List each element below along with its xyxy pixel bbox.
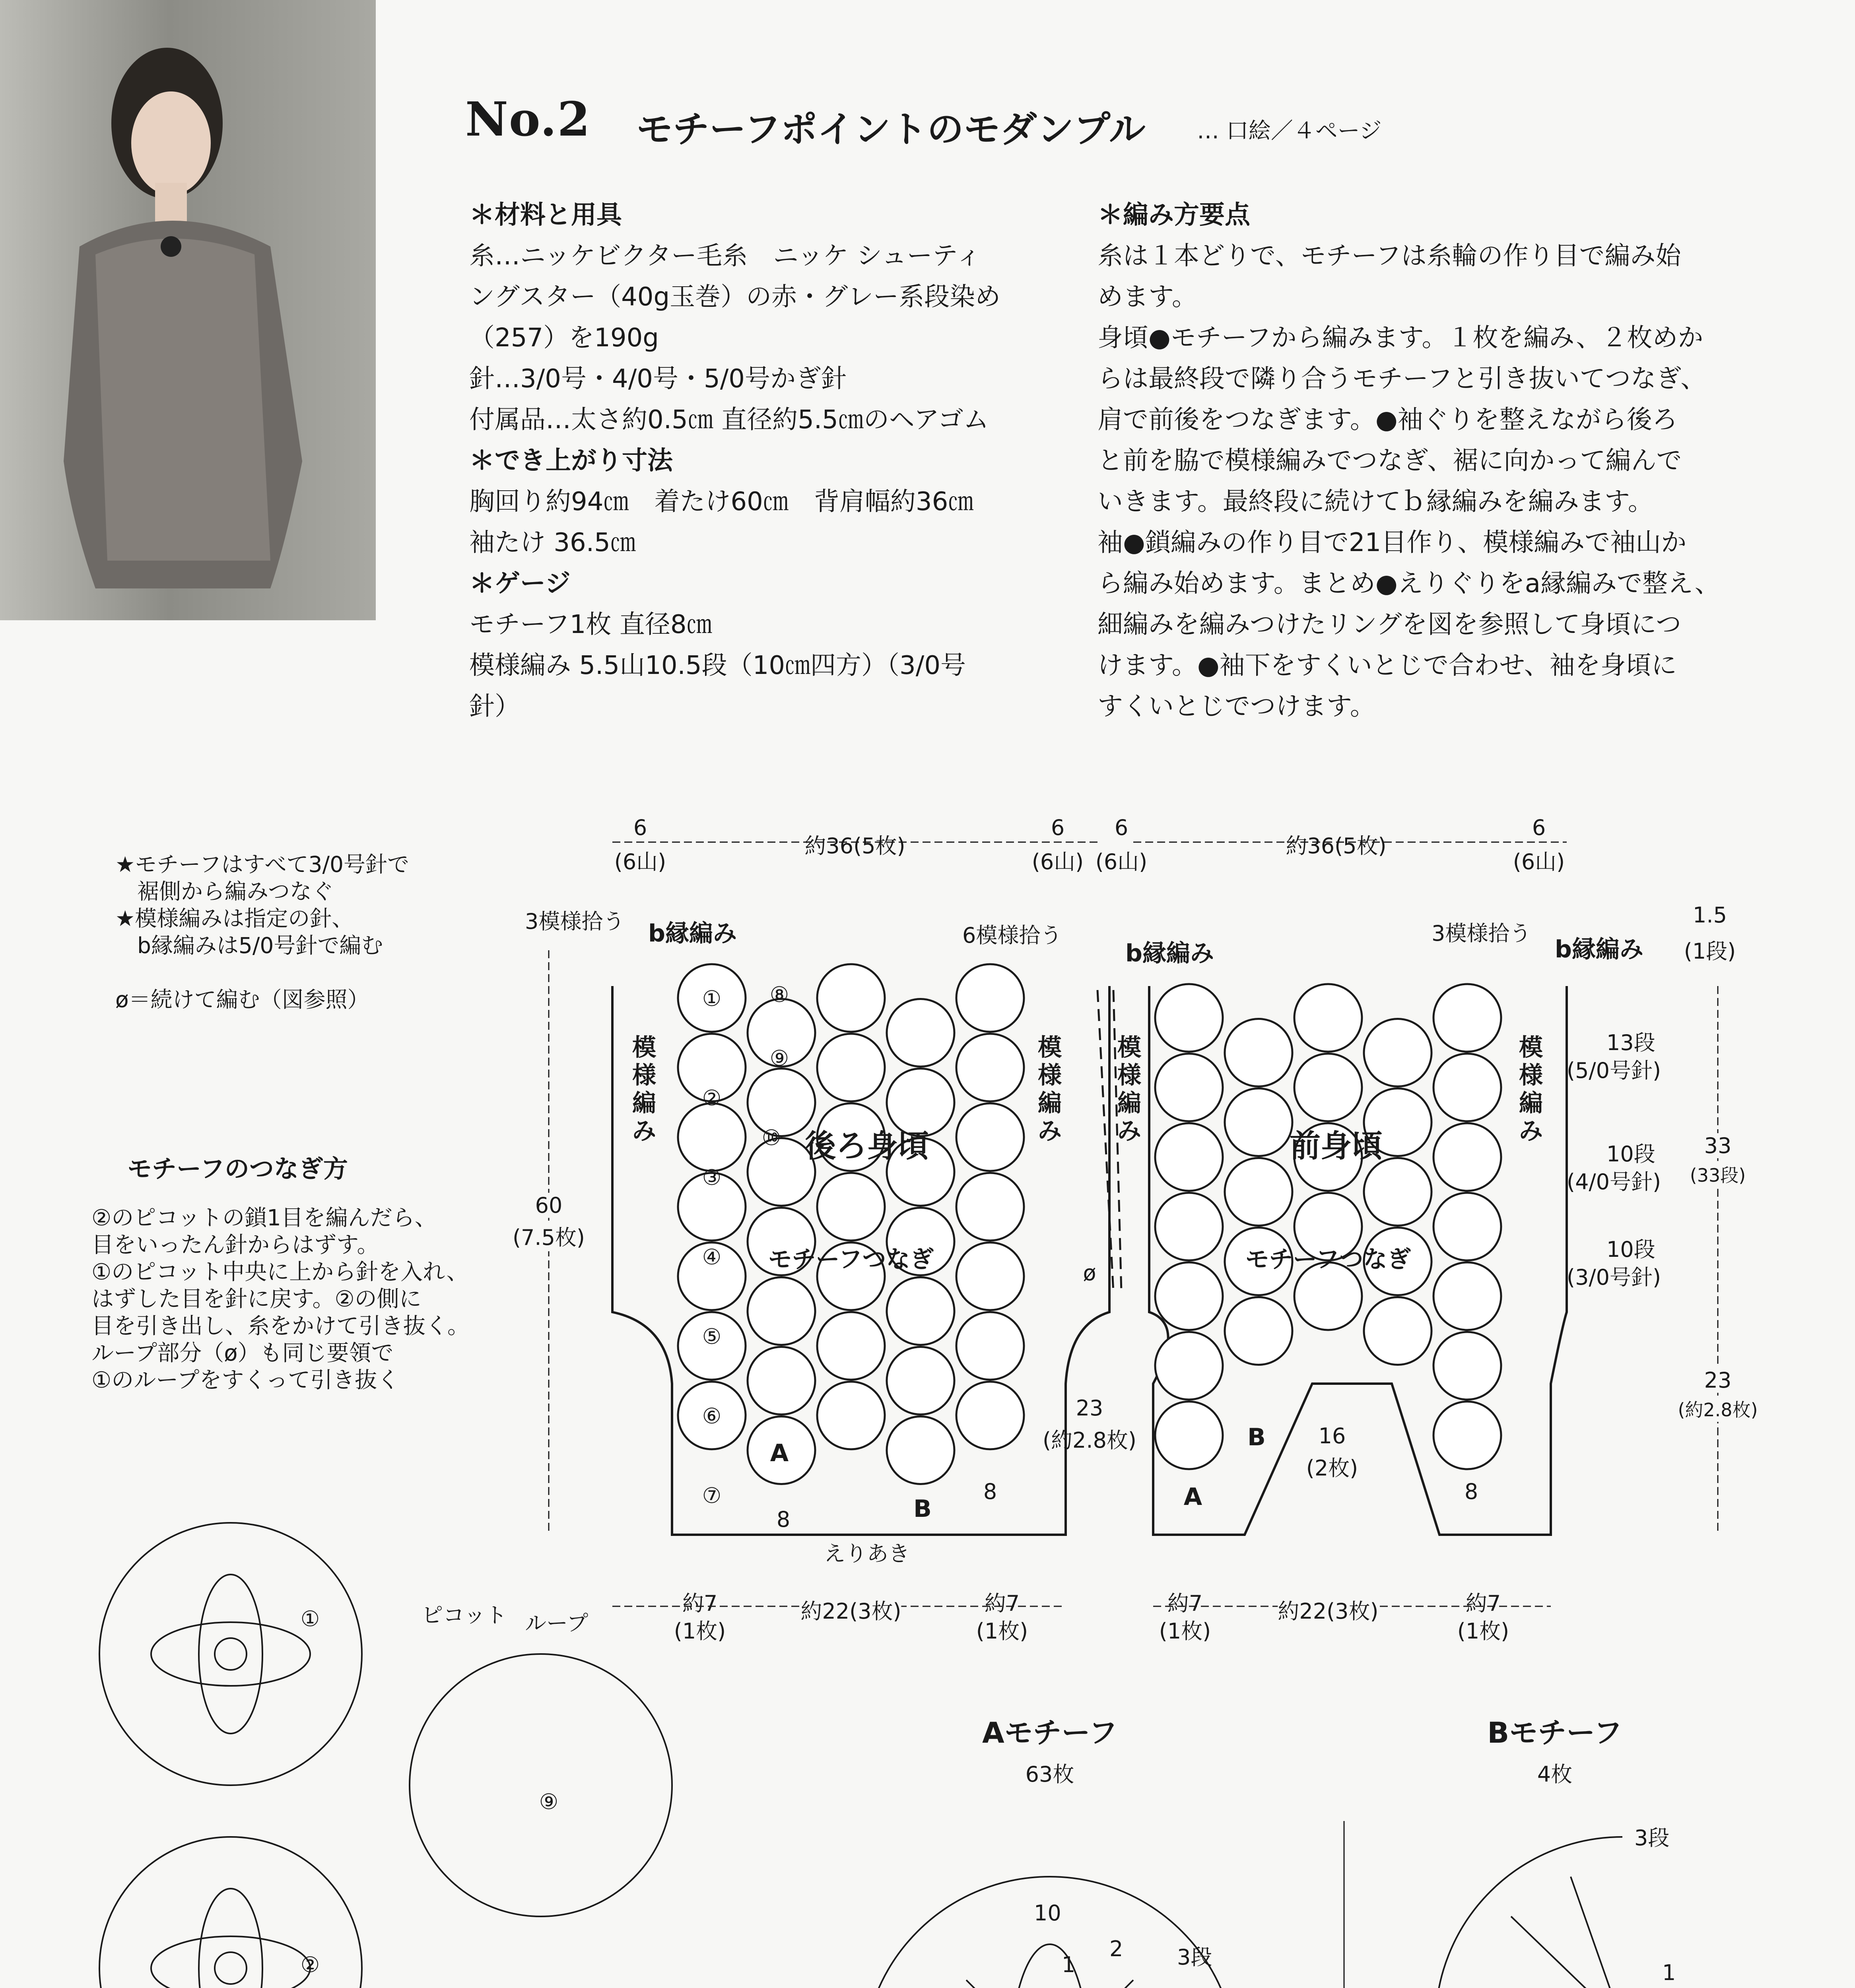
motif-circle bbox=[887, 1347, 954, 1415]
dim-label: 16 bbox=[1318, 1423, 1346, 1448]
motif-number: ② bbox=[702, 1085, 722, 1110]
join-line: 目をいったん針からはずす。 bbox=[91, 1232, 379, 1258]
join-heading: モチーフのつなぎ方 bbox=[127, 1154, 348, 1183]
motif-circle bbox=[1294, 984, 1362, 1052]
motif-circle bbox=[1155, 1123, 1223, 1191]
materials-line: 針…3/0号・4/0号・5/0号かぎ針 bbox=[469, 364, 847, 394]
materials-line: 袖たけ 36.5㎝ bbox=[469, 528, 636, 557]
dim-label: (1段) bbox=[1684, 939, 1736, 964]
method-line: 肩で前後をつなぎます。●袖ぐりを整えながら後ろ bbox=[1097, 405, 1678, 435]
pattern-number: No.2 bbox=[465, 91, 591, 147]
motif-circle bbox=[1225, 1019, 1292, 1087]
note-line: ø＝続けて編む（図参照） bbox=[115, 987, 369, 1012]
motif-circle bbox=[678, 1103, 746, 1171]
materials-line: ングスター（40g玉巻）の赤・グレー系段染め bbox=[469, 282, 1001, 312]
front-body-title: 前身頃 bbox=[1289, 1128, 1383, 1164]
method-heading: ＊編み方要点 bbox=[1097, 200, 1250, 230]
dim-label: (33段) bbox=[1690, 1161, 1746, 1187]
back-body-title: 後ろ身頃 bbox=[804, 1128, 929, 1164]
motif-circle bbox=[817, 1312, 885, 1380]
method-line: ら編み始めます。まとめ●えりぐりをa縁編みで整え、 bbox=[1097, 569, 1720, 598]
row-number: 2 bbox=[1109, 1936, 1123, 1961]
motif-number: ⑥ bbox=[702, 1404, 722, 1429]
materials-line: モチーフ1枚 直径8㎝ bbox=[469, 610, 712, 639]
size-heading: ＊でき上がり寸法 bbox=[469, 446, 673, 476]
row-number: 1 bbox=[1662, 1960, 1676, 1985]
dim-label: (7.5枚) bbox=[513, 1221, 585, 1251]
motif-circle bbox=[887, 1417, 954, 1484]
dim-label: 23 bbox=[1704, 1368, 1732, 1393]
motif-b-marker: B bbox=[913, 1495, 932, 1523]
motif-circle bbox=[956, 1382, 1024, 1449]
row-label: 13段 bbox=[1606, 1030, 1655, 1055]
motif-number: ③ bbox=[702, 1165, 722, 1190]
dim-label: 約7 bbox=[1167, 1591, 1203, 1616]
dim-label: 約36(5枚) bbox=[1286, 833, 1387, 858]
motif-circle bbox=[1433, 1402, 1501, 1469]
row-number: 3段 bbox=[1634, 1825, 1670, 1850]
motif-circle bbox=[748, 1277, 815, 1345]
motif-number: ⑦ bbox=[702, 1483, 722, 1508]
neckline-label: えりあき bbox=[824, 1541, 910, 1566]
edge-label: b縁編み bbox=[1125, 940, 1214, 967]
gauge-heading: ＊ゲージ bbox=[469, 569, 571, 598]
pattern-label: 模様編み bbox=[1038, 1034, 1062, 1145]
row-label: 10段 bbox=[1606, 1142, 1655, 1167]
method-line: すくいとじでつけます。 bbox=[1097, 692, 1375, 721]
join-motif-label: ⑨ bbox=[539, 1789, 559, 1814]
join-line: ②のピコットの鎖1目を編んだら、 bbox=[91, 1205, 437, 1231]
dim-label: 6 bbox=[1051, 815, 1065, 840]
motif-b-title: Bモチーフ bbox=[1487, 1716, 1622, 1749]
join-label: モチーフつなぎ bbox=[1245, 1246, 1411, 1274]
motif-circle bbox=[1433, 984, 1501, 1052]
note-line: ★模様編みは指定の針、 bbox=[115, 906, 354, 931]
method-line: 袖●鎖編みの作り目で21目作り、模様編みで袖山か bbox=[1097, 528, 1687, 557]
pattern-label: 模様編み bbox=[1117, 1034, 1141, 1145]
motif-number: ⑩ bbox=[761, 1125, 781, 1150]
pick-label: 3模様拾う bbox=[1432, 921, 1531, 946]
dim-label: (6山) bbox=[1095, 849, 1148, 874]
materials-line: 糸…ニッケビクター毛糸 ニッケ シューティ bbox=[469, 241, 981, 271]
pattern-title: モチーフポイントのモダンプル bbox=[636, 108, 1146, 151]
motif-circle bbox=[1364, 1297, 1432, 1365]
motif-circle bbox=[1364, 1019, 1432, 1087]
motif-circle bbox=[1433, 1262, 1501, 1330]
motif-circle bbox=[1294, 1054, 1362, 1121]
motif-circle bbox=[817, 1382, 885, 1449]
method-line: 糸は１本どりで、モチーフは糸輪の作り目で編み始 bbox=[1097, 241, 1681, 271]
row-number: 10 bbox=[1034, 1901, 1061, 1926]
row-label: (3/0号針) bbox=[1567, 1265, 1661, 1290]
join-motif-label: ① bbox=[300, 1606, 320, 1631]
row-label: 10段 bbox=[1606, 1237, 1655, 1262]
motif-a-title: Aモチーフ bbox=[982, 1716, 1118, 1749]
motif-circle bbox=[1364, 1158, 1432, 1226]
motif-b-marker: B bbox=[1247, 1423, 1266, 1451]
motif-number: ④ bbox=[702, 1244, 722, 1270]
materials-heading: ＊材料と用具 bbox=[469, 200, 622, 230]
motif-circle bbox=[1155, 984, 1223, 1052]
dim-label: 60 bbox=[535, 1193, 563, 1218]
note-line: b縁編みは5/0号針で編む bbox=[115, 933, 383, 958]
join-line: 目を引き出し、糸をかけて引き抜く。 bbox=[91, 1313, 470, 1339]
motif-circle bbox=[1433, 1332, 1501, 1400]
motif-a-diagram bbox=[863, 1821, 1344, 1988]
dim-label: 8 bbox=[776, 1507, 791, 1532]
motif-circle bbox=[817, 1034, 885, 1101]
motif-circle bbox=[1155, 1332, 1223, 1400]
edge-label: b縁編み bbox=[1555, 936, 1643, 963]
motif-circle bbox=[956, 1103, 1024, 1171]
join-label: モチーフつなぎ bbox=[768, 1246, 934, 1274]
method-line: けます。●袖下をすくいとじで合わせ、袖を身頃に bbox=[1097, 651, 1677, 680]
phi-label: ø bbox=[1083, 1260, 1096, 1285]
motif-circle bbox=[956, 964, 1024, 1032]
motif-circle bbox=[1225, 1089, 1292, 1156]
dim-label: 8 bbox=[1464, 1479, 1478, 1504]
motif-circle bbox=[1433, 1054, 1501, 1121]
dim-label: (6山) bbox=[1031, 849, 1084, 874]
dim-label: 1.5 bbox=[1693, 903, 1727, 928]
motif-a-count: 63枚 bbox=[1025, 1762, 1074, 1787]
method-line: らは最終段で隣り合うモチーフと引き抜いてつなぎ、 bbox=[1097, 364, 1706, 394]
pattern-page-reference: … 口絵／４ページ bbox=[1197, 118, 1382, 144]
pattern-label: 模様編み bbox=[632, 1034, 656, 1145]
pattern-label: 模様編み bbox=[1519, 1034, 1543, 1145]
dim-label: (6山) bbox=[1513, 849, 1565, 874]
motif-circle bbox=[1155, 1193, 1223, 1260]
dim-label: 約7 bbox=[984, 1591, 1020, 1616]
row-label: (4/0号針) bbox=[1567, 1169, 1661, 1194]
note-line: ★モチーフはすべて3/0号針で bbox=[115, 852, 409, 877]
join-motif-2 bbox=[99, 1837, 362, 1988]
row-number: 3段 bbox=[1177, 1945, 1212, 1970]
motif-circle bbox=[1433, 1193, 1501, 1260]
motif-circle bbox=[956, 1034, 1024, 1101]
motif-b-count: 4枚 bbox=[1537, 1762, 1573, 1787]
motif-circle bbox=[1225, 1297, 1292, 1365]
join-line: はずした目を針に戻す。②の側に bbox=[91, 1286, 422, 1312]
dim-label: 約7 bbox=[682, 1591, 718, 1616]
dim-label: 33 bbox=[1704, 1133, 1732, 1158]
picot-label: ピコット bbox=[422, 1603, 507, 1628]
materials-line: 付属品…太さ約0.5㎝ 直径約5.5㎝のヘアゴム bbox=[469, 405, 989, 435]
motif-circle bbox=[1155, 1262, 1223, 1330]
dim-label: 約22(3枚) bbox=[1278, 1594, 1378, 1625]
loop-label: ループ bbox=[525, 1611, 589, 1636]
edge-label: b縁編み bbox=[648, 920, 737, 947]
method-line: 身頃●モチーフから編みます。１枚を編み、２枚めか bbox=[1097, 323, 1703, 353]
motif-circle bbox=[817, 964, 885, 1032]
motif-number: ⑧ bbox=[769, 982, 789, 1007]
motif-a-marker: A bbox=[1183, 1483, 1202, 1511]
motif-circle bbox=[956, 1242, 1024, 1310]
pick-label: 6模様拾う bbox=[962, 923, 1062, 948]
motif-circle bbox=[887, 1277, 954, 1345]
dim-label: (1枚) bbox=[1159, 1619, 1211, 1644]
row-label: (5/0号針) bbox=[1567, 1058, 1661, 1083]
motif-circle bbox=[748, 1347, 815, 1415]
motif-a-marker: A bbox=[770, 1439, 789, 1467]
pick-label: 3模様拾う bbox=[525, 909, 625, 934]
dim-label: 23 bbox=[1076, 1396, 1103, 1421]
method-line: と前を脇で模様編みでつなぎ、裾に向かって編んで bbox=[1097, 446, 1682, 476]
materials-line: 胸回り約94㎝ 着たけ60㎝ 背肩幅約36㎝ bbox=[469, 487, 974, 516]
motif-circle bbox=[956, 1312, 1024, 1380]
motif-number: ① bbox=[702, 986, 722, 1011]
motif-circle bbox=[1225, 1158, 1292, 1226]
join-motif-9 bbox=[410, 1654, 672, 1916]
method-line: めます。 bbox=[1097, 282, 1197, 312]
materials-line: 針） bbox=[469, 692, 520, 721]
dim-label: (1枚) bbox=[976, 1619, 1028, 1644]
motif-circle bbox=[1155, 1054, 1223, 1121]
join-line: ①のループをすくって引き抜く bbox=[91, 1367, 400, 1393]
materials-line: 模様編み 5.5山10.5段（10㎝四方）（3/0号 bbox=[469, 651, 966, 680]
dim-label: 約22(3枚) bbox=[800, 1594, 901, 1625]
method-line: いきます。最終段に続けてｂ縁編みを編みます。 bbox=[1097, 487, 1653, 516]
dim-label: (2枚) bbox=[1306, 1456, 1358, 1481]
dim-label: (約2.8枚) bbox=[1678, 1396, 1758, 1422]
motif-circle bbox=[1155, 1402, 1223, 1469]
materials-line: （257）を190g bbox=[469, 323, 659, 353]
dim-label: 6 bbox=[1114, 815, 1129, 840]
join-motif-label: ② bbox=[300, 1952, 320, 1977]
motif-circle bbox=[817, 1173, 885, 1241]
dim-label: 8 bbox=[983, 1479, 997, 1504]
dim-label: (1枚) bbox=[1457, 1619, 1509, 1644]
note-line: 裾側から編みつなぐ bbox=[115, 879, 334, 904]
row-number: 1 bbox=[1062, 1952, 1076, 1977]
motif-circle bbox=[887, 999, 954, 1067]
motif-b-diagram bbox=[1435, 1837, 1638, 1988]
dim-label: 6 bbox=[1532, 815, 1546, 840]
motif-number: ⑤ bbox=[702, 1324, 722, 1349]
join-line: ①のピコット中央に上から針を入れ、 bbox=[91, 1259, 469, 1285]
motif-circle bbox=[956, 1173, 1024, 1241]
method-line: 細編みを編みつけたリングを図を参照して身頃につ bbox=[1097, 610, 1682, 639]
dim-label: (1枚) bbox=[674, 1619, 726, 1644]
join-line: ループ部分（ø）も同じ要領で bbox=[91, 1340, 394, 1366]
dim-label: 6 bbox=[633, 815, 647, 840]
join-motif-1 bbox=[99, 1523, 362, 1785]
dim-label: (約2.8枚) bbox=[1042, 1428, 1137, 1453]
dim-label: 約36(5枚) bbox=[804, 833, 905, 858]
motif-number: ⑨ bbox=[769, 1046, 789, 1071]
dim-label: (6山) bbox=[614, 849, 666, 874]
motif-circle bbox=[1433, 1123, 1501, 1191]
dim-label: 約7 bbox=[1465, 1591, 1501, 1616]
